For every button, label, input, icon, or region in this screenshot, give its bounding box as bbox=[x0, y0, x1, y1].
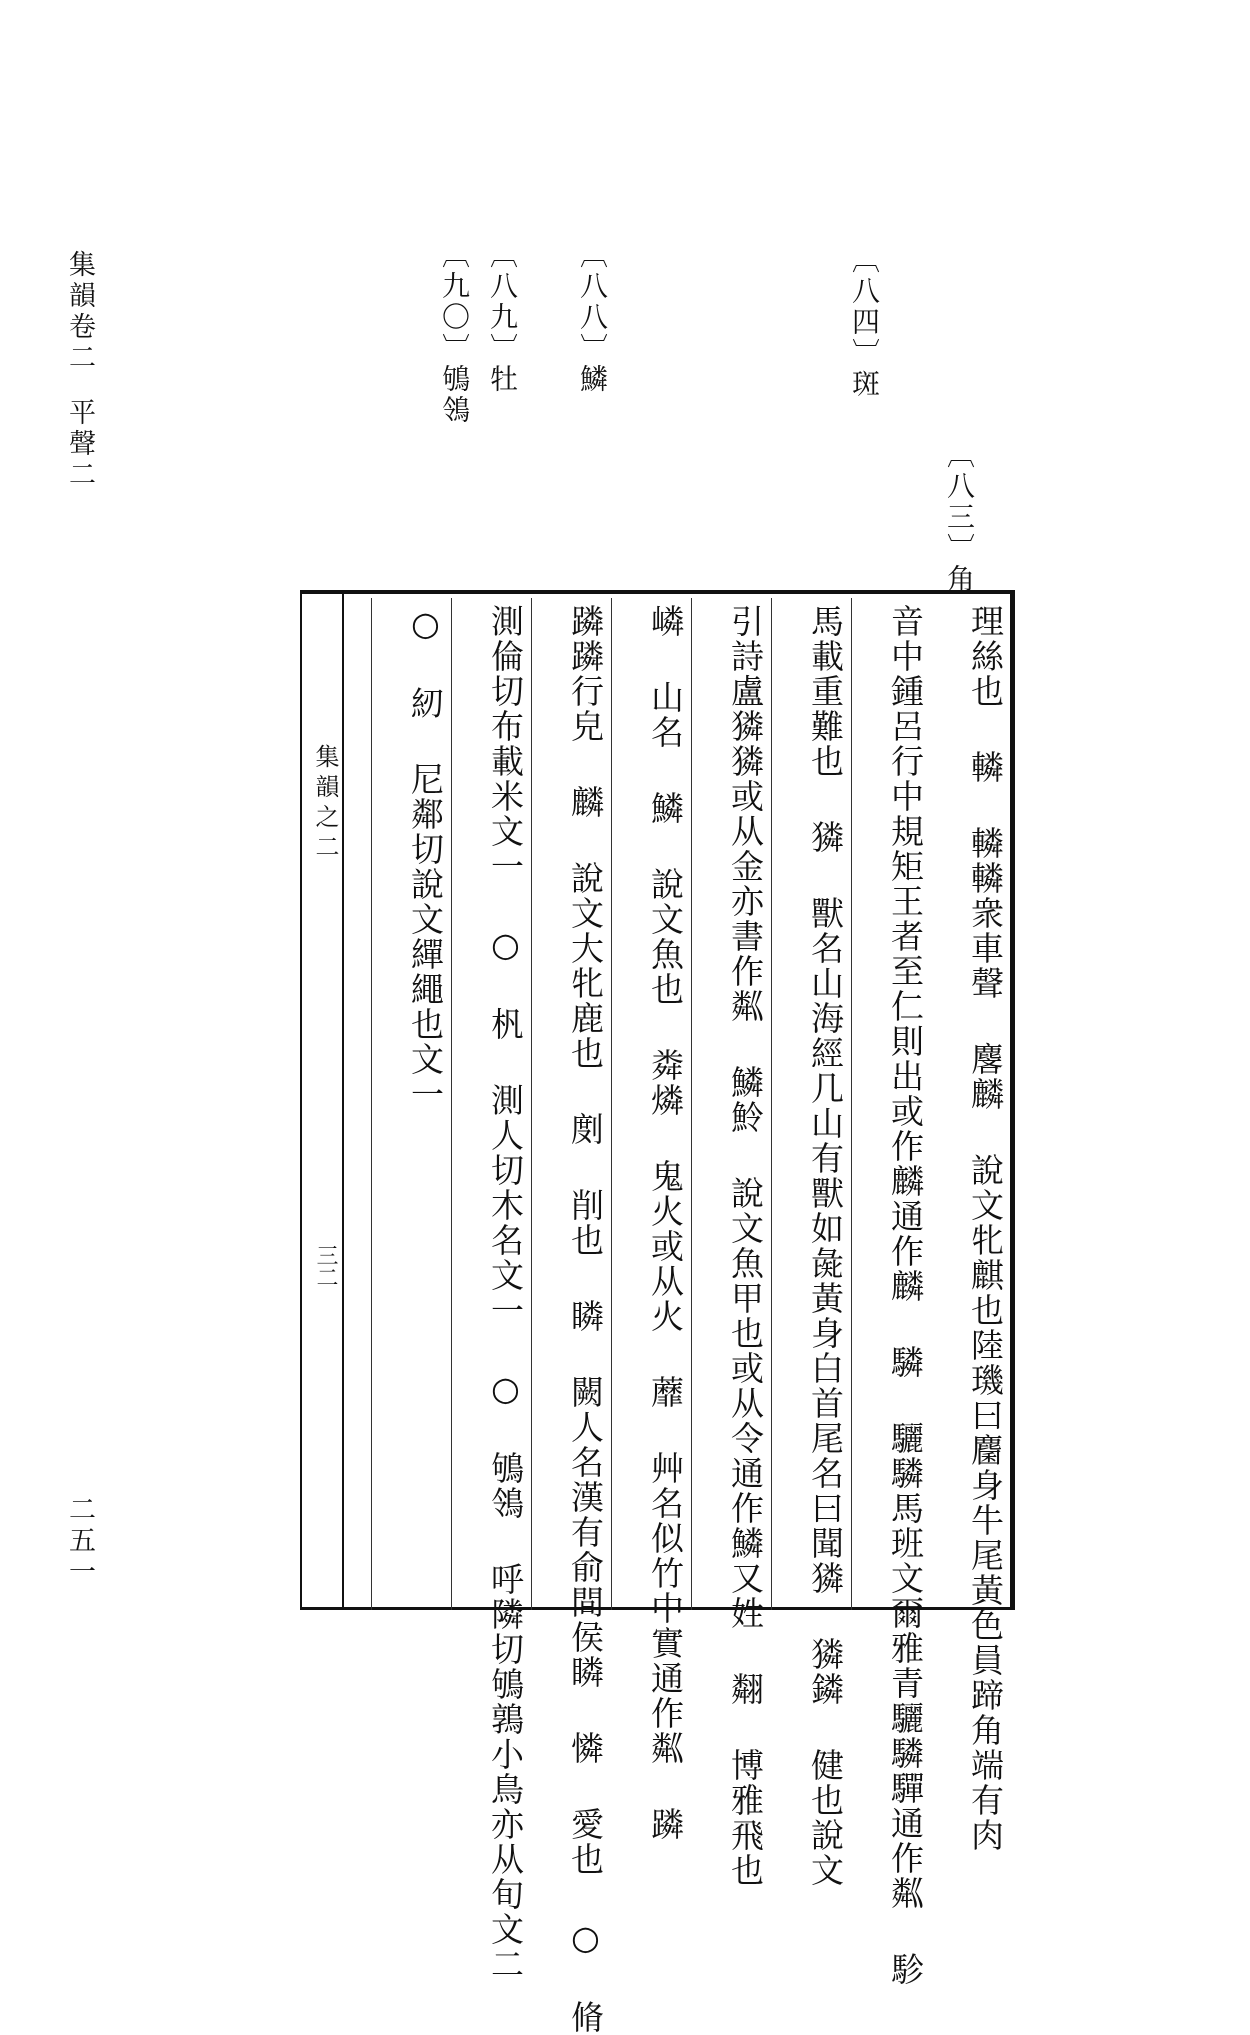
collation-note bbox=[486, 240, 519, 395]
text-column-4 bbox=[691, 598, 770, 1888]
column-text: ○ 紉 尼鄰切說文繟繩也文一 bbox=[406, 604, 445, 1112]
column-text: 馬載重難也 獜 獸名山海經几山有獸如彘黃身白首尾名曰聞獜 獜鏻 健也說文 bbox=[806, 604, 845, 1888]
running-header bbox=[60, 250, 99, 491]
header-section: 平聲二 bbox=[64, 398, 95, 491]
margin-folio: 三二 bbox=[313, 1244, 338, 1288]
text-column-6 bbox=[531, 598, 610, 2035]
column-text: 嶙 山名 鱗 說文魚也 粦燐 鬼火或从火 蘼 艸名似竹中實通作粼 蹸 bbox=[646, 604, 685, 1842]
fold-margin bbox=[302, 594, 344, 1607]
note-number: 〔八八〕 bbox=[576, 240, 609, 364]
note-text: 斑 bbox=[848, 369, 881, 400]
text-column-8 bbox=[371, 598, 450, 1610]
collation-note bbox=[848, 245, 881, 400]
collation-note bbox=[943, 440, 976, 595]
margin-title: 集韻之二 bbox=[311, 744, 339, 864]
collation-note bbox=[438, 240, 471, 426]
note-text: 牡 bbox=[486, 364, 519, 395]
note-number: 〔八九〕 bbox=[486, 240, 519, 364]
text-frame bbox=[300, 590, 1015, 2035]
note-number: 〔九〇〕 bbox=[438, 240, 471, 364]
note-number: 〔八三〕 bbox=[943, 440, 976, 564]
column-text: 引詩盧獜獜或从金亦書作粼 鱗魿 說文魚甲也或从令通作鱗又姓 翷 博雅飛也 bbox=[726, 604, 765, 1888]
note-number: 〔八四〕 bbox=[848, 245, 881, 369]
column-text: 理絲也 轔 轔轔衆車聲 麐麟 說文牝麒也陸璣曰麕身牛尾黃色員蹄角端有肉 bbox=[966, 604, 1005, 1853]
column-text: 音中鍾呂行中規矩王者至仁則出或作麟通作麟 驎 驪驎馬班文爾雅青驪驎驒通作粼 駗 bbox=[886, 604, 925, 1987]
column-text: 測倫切布載米文一 ○ 杋 測人切木名文一 ○ 鴝鴒 呼隣切鴝鶉小鳥亦从旬文二 bbox=[486, 604, 525, 1982]
text-column-1 bbox=[932, 598, 1010, 1853]
note-text: 鴝鴒 bbox=[438, 364, 471, 426]
header-book-title: 集韻卷二 bbox=[64, 250, 95, 374]
collation-note bbox=[576, 240, 609, 395]
text-column-3 bbox=[771, 598, 850, 1888]
note-text: 鱗 bbox=[576, 364, 609, 395]
text-column-2 bbox=[851, 598, 930, 1987]
text-column-7 bbox=[451, 598, 530, 1982]
text-column-5 bbox=[611, 598, 690, 1842]
column-text: 蹸蹸行皃 麟 說文大牝鹿也 剫 削也 瞵 闕人名漢有俞間侯瞵 憐 愛也 ○ 脩 bbox=[566, 604, 605, 2035]
page-number: 二五一 bbox=[64, 1495, 95, 1588]
note-text: 角 bbox=[943, 564, 976, 595]
